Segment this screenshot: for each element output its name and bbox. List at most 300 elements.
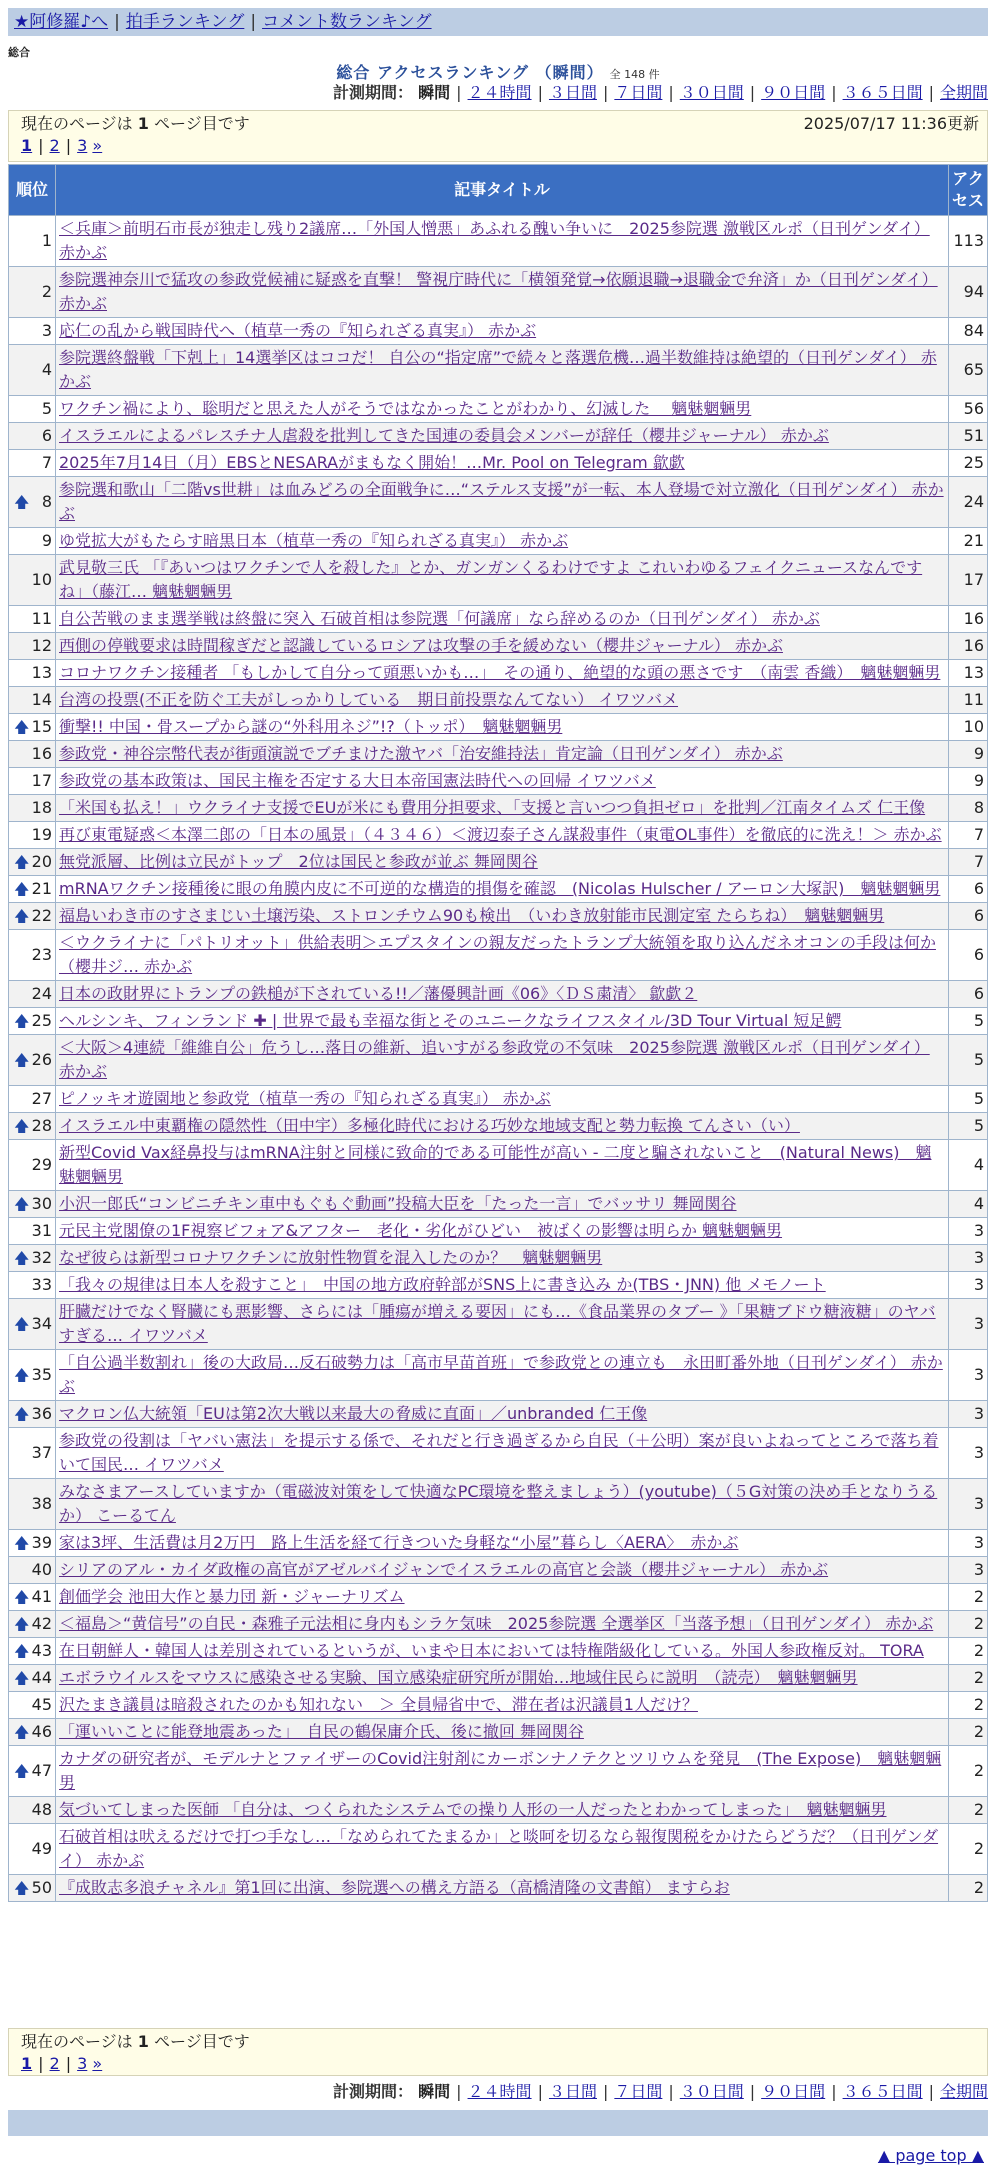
rank-number: 50: [31, 1878, 52, 1897]
rank-number: 40: [31, 1560, 52, 1579]
table-row: [9, 633, 987, 659]
table-row: [9, 1140, 987, 1190]
access-count: 2: [949, 1719, 987, 1745]
access-count: 2: [949, 1584, 987, 1610]
title-cell: [56, 1191, 948, 1217]
access-count: 7: [949, 849, 987, 875]
rank-cell: [9, 849, 55, 875]
pager-page-1[interactable]: 1: [21, 136, 33, 155]
period-current: 瞬間: [418, 2082, 451, 2101]
title-cell: [56, 981, 948, 1007]
rank-cell: [9, 1638, 55, 1664]
rank-number: 31: [31, 1221, 52, 1240]
article-title-link[interactable]: 元民主党閣僚の1F視察ビフォア&アフター 老化・劣化がひどい 被ばくの影響は明らか 魑魅魍魎男: [59, 1221, 783, 1240]
rank-cell: [9, 1719, 55, 1745]
access-count: 3: [949, 1557, 987, 1583]
access-count: 13: [949, 660, 987, 686]
access-count: 2: [949, 1797, 987, 1823]
access-count: 17: [949, 555, 987, 605]
article-title-link[interactable]: 『成敗志多浪チャネル』第1回に出演、参院選への構え方語る（高橋清隆の文書館） ますらお: [59, 1878, 730, 1897]
access-count: 9: [949, 768, 987, 794]
rank-cell: [9, 1245, 55, 1271]
access-count: 2: [949, 1824, 987, 1874]
title-cell: [56, 1350, 948, 1400]
article-title-link[interactable]: みなさまアースしていますか（電磁波対策をして快適なPC環境を整えましょう）(youtube)（５G対策の決め手となりうるか） こーるてん: [59, 1482, 938, 1525]
rank-number: 11: [31, 609, 52, 628]
rank-cell: [9, 606, 55, 632]
rank-cell: [9, 660, 55, 686]
table-row: [9, 318, 987, 344]
article-title-link[interactable]: エボラウイルスをマウスに感染させる実験、国立感染症研究所が開始…地域住民らに説明 （読売） 魑魅魍魎男: [59, 1668, 858, 1687]
rank-cell: [9, 1350, 55, 1400]
article-title-link[interactable]: 「自公過半数割れ」後の大政局…反石破勢力は「高市早苗首班」で参政党との連立も 永田町番外地（日刊ゲンダイ） 赤かぶ: [59, 1353, 943, 1396]
period-link-30d[interactable]: ３０日間: [679, 2082, 744, 2101]
rank-cell: [9, 477, 55, 527]
period-selector-bottom: 計測期間： 瞬間 | ２４時間 | ３日間 | ７日間 | ３０日間 | ９０日間 | ３６５日間 | 全期間: [333, 2082, 988, 2101]
title-cell: [56, 1746, 948, 1796]
rank-number: 14: [31, 690, 52, 709]
title-cell: [56, 1113, 948, 1139]
up-arrow-icon: 🡅: [14, 1615, 30, 1633]
up-arrow-icon: 🡅: [14, 1051, 30, 1069]
title-cell: [56, 1719, 948, 1745]
access-count: 6: [949, 876, 987, 902]
rank-number: 5: [41, 399, 52, 418]
rank-number: 49: [31, 1839, 52, 1858]
table-row: [9, 1191, 987, 1217]
access-count: 6: [949, 981, 987, 1007]
article-title-link[interactable]: カナダの研究者が、モデルナとファイザーのCovid注射剤にカーボンナノテクとツリウムを発見 (The Expose) 魑魅魍魎男: [59, 1749, 942, 1792]
title-cell: [56, 318, 948, 344]
access-count: 3: [949, 1299, 987, 1349]
rank-cell: [9, 1479, 55, 1529]
article-title-link[interactable]: 参政党・神谷宗幣代表が街頭演説でブチまけた激ヤバ「治安維持法」肯定論（日刊ゲンダイ） 赤かぶ: [59, 744, 783, 763]
period-link-24h[interactable]: ２４時間: [467, 2082, 532, 2101]
access-count: 3: [949, 1428, 987, 1478]
access-count: 56: [949, 396, 987, 422]
rank-number: 36: [31, 1404, 52, 1423]
up-arrow-icon: 🡅: [14, 1879, 30, 1897]
rank-cell: [9, 1428, 55, 1478]
period-link-365d[interactable]: ３６５日間: [842, 83, 923, 102]
pager-page-3[interactable]: 3: [77, 2054, 88, 2073]
article-title-link[interactable]: 参院選和歌山「二階vs世耕」は血みどろの全面戦争に…“ステルス支援”が一転、本人登場で対立激化（日刊ゲンダイ） 赤かぶ: [59, 480, 944, 523]
access-count: 3: [949, 1479, 987, 1529]
article-title-link[interactable]: 創価学会 池田大作と暴力団 新・ジャーナリズム: [59, 1587, 405, 1606]
article-title-link[interactable]: 福島いわき市のすさまじい土壌汚染、ストロンチウム90も検出 （いわき放射能市民測定室 たらちね） 魑魅魍魎男: [59, 906, 885, 925]
title-cell: [56, 1824, 948, 1874]
updated-timestamp: 2025/07/17 11:36更新: [803, 114, 979, 133]
period-label: 計測期間：: [333, 83, 414, 102]
article-title-link[interactable]: 参院選終盤戦「下剋上」14選挙区はココだ！ 自公の“指定席”で続々と落選危機…過半数維持は絶望的（日刊ゲンダイ） 赤かぶ: [59, 348, 937, 391]
rank-cell: [9, 1797, 55, 1823]
access-count: 3: [949, 1245, 987, 1271]
table-row: [9, 903, 987, 929]
table-row: [9, 1824, 987, 1874]
nav-link-comment-ranking[interactable]: コメント数ランキング: [262, 12, 432, 32]
rank-number: 35: [31, 1365, 52, 1384]
rank-cell: [9, 876, 55, 902]
page-top-link-wrap: [878, 2146, 984, 2165]
up-arrow-icon: 🡅: [14, 1534, 30, 1552]
article-title-link[interactable]: ヘルシンキ、フィンランド ✚ | 世界で最も幸福な街とそのユニークなライフスタイル/3D Tour Virtual 短足鰐: [59, 1011, 842, 1030]
page-top-link[interactable]: ▲ page top ▲: [877, 2146, 984, 2165]
title-cell: [56, 345, 948, 395]
article-total-count: 全 148 件: [609, 68, 660, 81]
title-cell: [56, 1008, 948, 1034]
access-count: 2: [949, 1746, 987, 1796]
pager-bottom: 1 | 2 | 3 »: [21, 2054, 103, 2073]
access-count: 84: [949, 318, 987, 344]
pager-next[interactable]: »: [92, 2054, 103, 2073]
access-count: 113: [949, 216, 987, 266]
title-cell: [56, 822, 948, 848]
title-cell: [56, 1611, 948, 1637]
article-title-link[interactable]: ＜大阪＞4連続「維維自公」危うし…落日の維新、追いすがる参政党の不気味 2025参院選 激戦区ルポ（日刊ゲンダイ） 赤かぶ: [59, 1038, 930, 1081]
table-row: [9, 1638, 987, 1664]
article-title-link[interactable]: 日本の政財界にトランプの鉄槌が下されている!!／藩優興計画《06》〈ＤＳ粛清〉 歙歔２: [59, 984, 698, 1003]
rank-number: 30: [31, 1194, 52, 1213]
article-title-link[interactable]: 参政党の基本政策は、国民主権を否定する大日本帝国憲法時代への回帰 イワツバメ: [59, 771, 656, 790]
article-title-link[interactable]: 参政党の役割は「ヤバい憲法」を提示する係で、それだと行き過ぎるから自民（＋公明）案が良いよねってところで落ち着いて国民… イワツバメ: [59, 1431, 939, 1474]
table-row: [9, 1479, 987, 1529]
table-row: [9, 1875, 987, 1901]
article-title-link[interactable]: 「運いいことに能登地震あった」 自民の鶴保庸介氏、後に撤回 舞岡関谷: [59, 1722, 584, 1741]
ranking-table-body: [9, 216, 987, 1901]
article-title-link[interactable]: ＜ウクライナに「パトリオット」供給表明＞エプスタインの親友だったトランプ大統領を取り込んだネオコンの手段は何か（櫻井ジ… 赤かぶ: [59, 933, 936, 976]
period-label: 計測期間：: [333, 2082, 414, 2101]
rank-number: 13: [31, 663, 52, 682]
article-title-link[interactable]: 肝臓だけでなく腎臓にも悪影響、さらには「腫瘍が増える要因」にも…《食品業界のタブー 》「果糖ブドウ糖液糖」のヤバすぎる… イワツバメ: [59, 1302, 936, 1345]
access-count: 5: [949, 1008, 987, 1034]
article-title-link[interactable]: 沢たまき議員は暗殺されたのかも知れない ＞ 全員帰省中で、滞在者は沢議員1人だけ？: [59, 1695, 698, 1714]
rank-cell: [9, 345, 55, 395]
access-count: 3: [949, 1218, 987, 1244]
table-row: [9, 450, 987, 476]
article-title-link[interactable]: 在日朝鮮人・韓国人は差別されているというが、いまや日本においては特権階級化している。外国人参政権反対。 TORA: [59, 1641, 924, 1660]
title-cell: [56, 633, 948, 659]
table-row: [9, 981, 987, 1007]
table-row: [9, 1086, 987, 1112]
table-row: [9, 795, 987, 821]
table-row: [9, 1719, 987, 1745]
access-count: 3: [949, 1401, 987, 1427]
article-title-link[interactable]: シリアのアル・カイダ政権の高官がアゼルバイジャンでイスラエルの高官と会談（櫻井ジャーナル） 赤かぶ: [59, 1560, 829, 1579]
article-title-link[interactable]: 再び東電疑惑＜本澤二郎の「日本の風景」（４３４６）＜渡辺泰子さん謀殺事件（東電OL事件）を徹底的に洗え！＞ 赤かぶ: [59, 825, 942, 844]
article-title-link[interactable]: ピノッキオ遊園地と参政党（植草一秀の『知られざる真実』） 赤かぶ: [59, 1089, 551, 1108]
rank-number: 7: [41, 453, 52, 472]
pager-page-1[interactable]: 1: [21, 2054, 33, 2073]
rank-number: 1: [41, 231, 52, 250]
period-link-90d[interactable]: ９０日間: [761, 2082, 826, 2101]
title-cell: [56, 1428, 948, 1478]
rank-number: 8: [41, 492, 52, 511]
nav-link-asyura-home[interactable]: ★阿修羅♪へ: [14, 12, 109, 32]
rank-cell: [9, 1746, 55, 1796]
rank-cell: [9, 741, 55, 767]
table-row: [9, 687, 987, 713]
table-row: [9, 768, 987, 794]
section-label: 総合: [8, 46, 30, 59]
rank-number: 16: [31, 744, 52, 763]
rank-number: 23: [31, 945, 52, 964]
rank-number: 27: [31, 1089, 52, 1108]
rank-number: 25: [31, 1011, 52, 1030]
up-arrow-icon: 🡅: [14, 1642, 30, 1660]
article-title-link[interactable]: 石破首相は吠えるだけで打つ手なし…「なめられてたまるか」と啖呵を切るなら報復関税をかけたらどうだ？（日刊ゲンダイ） 赤かぶ: [59, 1827, 939, 1870]
table-row: [9, 1350, 987, 1400]
title-cell: [56, 930, 948, 980]
article-title-link[interactable]: 「米国も払え！」ウクライナ支援でEUが米にも費用分担要求、「支援と言いつつ負担ゼロ」を批判／江南タイムズ 仁王像: [59, 798, 926, 817]
title-cell: [56, 555, 948, 605]
rank-number: 9: [41, 531, 52, 550]
article-title-link[interactable]: イスラエル中東覇権の隠然性（田中宇）多極化時代における巧妙な地域支配と勢力転換 てんさい（い）: [59, 1116, 800, 1135]
title-cell: [56, 1479, 948, 1529]
rank-cell: [9, 216, 55, 266]
article-title-link[interactable]: 小沢一郎氏“コンビニチキン車中もぐもぐ動画”投稿大臣を「たった一言」でバッサリ 舞岡関谷: [59, 1194, 737, 1213]
access-count: 4: [949, 1191, 987, 1217]
title-cell: [56, 1272, 948, 1298]
access-count: 21: [949, 528, 987, 554]
article-title-link[interactable]: 台湾の投票(不正を防ぐ工夫がしっかりしている 期日前投票なんてない） イワツバメ: [59, 690, 679, 709]
rank-number: 29: [31, 1155, 52, 1174]
rank-cell: [9, 1692, 55, 1718]
access-count: 4: [949, 1140, 987, 1190]
article-title-link[interactable]: ワクチン禍により、聡明だと思えた人がそうではなかったことがわかり、幻滅した 魑魅魍魎男: [59, 399, 752, 418]
rank-cell: [9, 450, 55, 476]
rank-cell: [9, 903, 55, 929]
access-count: 2: [949, 1875, 987, 1901]
title-cell: [56, 1875, 948, 1901]
title-cell: [56, 423, 948, 449]
article-title-link[interactable]: 2025年7月14日（月）EBSとNESARAがまもなく開始！…Mr. Pool on Telegram 歙歔: [59, 453, 685, 472]
rank-number: 47: [31, 1761, 52, 1780]
article-title-link[interactable]: 新型Covid Vax経鼻投与はmRNA注射と同様に致命的である可能性が高い - 二度と騙されないこと (Natural News) 魑魅魍魎男: [59, 1143, 932, 1186]
access-count: 16: [949, 633, 987, 659]
rank-number: 32: [31, 1248, 52, 1267]
rank-number: 37: [31, 1443, 52, 1462]
title-cell: [56, 1530, 948, 1556]
title-cell: [56, 768, 948, 794]
rank-number: 10: [31, 570, 52, 589]
article-title-link[interactable]: ＜福島＞“黄信号”の自民・森雅子元法相に身内もシラケ気味 2025参院選 全選挙区「当落予想」（日刊ゲンダイ） 赤かぶ: [59, 1614, 934, 1633]
rank-number: 4: [41, 360, 52, 379]
article-title-link[interactable]: 無党派層、比例は立民がトップ 2位は国民と参政が並ぶ 舞岡関谷: [59, 852, 538, 871]
access-count: 16: [949, 606, 987, 632]
rank-number: 44: [31, 1668, 52, 1687]
rank-number: 42: [31, 1614, 52, 1633]
page-status-text: 現在のページは 1 ページ目です: [21, 2032, 250, 2051]
table-row: [9, 555, 987, 605]
table-row: [9, 1245, 987, 1271]
article-title-link[interactable]: 自公苦戦のまま選挙戦は終盤に突入 石破首相は参院選「何議席」なら辞めるのか（日刊ゲンダイ） 赤かぶ: [59, 609, 820, 628]
rank-number: 24: [31, 984, 52, 1003]
up-arrow-icon: 🡅: [14, 907, 30, 925]
access-count: 2: [949, 1665, 987, 1691]
rank-cell: [9, 528, 55, 554]
title-cell: [56, 660, 948, 686]
rank-cell: [9, 318, 55, 344]
up-arrow-icon: 🡅: [14, 1669, 30, 1687]
article-title-link[interactable]: mRNAワクチン接種後に眼の角膜内皮に不可逆的な構造的損傷を確認 (Nicolas Hulscher / アーロン大塚訳) 魑魅魍魎男: [59, 879, 941, 898]
rank-cell: [9, 714, 55, 740]
rank-cell: [9, 267, 55, 317]
article-title-link[interactable]: 応仁の乱から戦国時代へ（植草一秀の『知られざる真実』） 赤かぶ: [59, 321, 537, 340]
table-row: [9, 1746, 987, 1796]
rank-number: 17: [31, 771, 52, 790]
title-cell: [56, 1557, 948, 1583]
article-title-link[interactable]: コロナワクチン接種者 「もしかして自分って頭悪いかも…」 その通り、絶望的な頭の悪さです （南雲 香織） 魑魅魍魎男: [59, 663, 941, 682]
article-title-link[interactable]: 衝撃!! 中国・骨スープから謎の“外科用ネジ”!?（トッポ） 魑魅魍魎男: [59, 717, 563, 736]
nav-link-clap-ranking[interactable]: 拍手ランキング: [125, 12, 245, 32]
table-row: [9, 714, 987, 740]
page-title: [0, 60, 996, 83]
rank-cell: [9, 1401, 55, 1427]
title-cell: [56, 795, 948, 821]
rank-number: 21: [31, 879, 52, 898]
access-count: 2: [949, 1638, 987, 1664]
table-row: [9, 1692, 987, 1718]
rank-number: 38: [31, 1494, 52, 1513]
pager-page-3[interactable]: 3: [77, 136, 88, 155]
rank-cell: [9, 1218, 55, 1244]
period-link-all[interactable]: 全期間: [939, 83, 988, 102]
article-title-link[interactable]: 「我々の規律は日本人を殺すこと」 中国の地方政府幹部がSNS上に書き込み か(TBS・JNN) 他 メモノート: [59, 1275, 826, 1294]
access-count: 5: [949, 1113, 987, 1139]
access-count: 7: [949, 822, 987, 848]
table-row: [9, 849, 987, 875]
header-access: アクセス: [949, 165, 987, 215]
article-title-link[interactable]: 西側の停戦要求は時間稼ぎだと認識しているロシアは攻撃の手を緩めない（櫻井ジャーナル） 赤かぶ: [59, 636, 783, 655]
title-cell: [56, 1218, 948, 1244]
access-count: 65: [949, 345, 987, 395]
table-row: [9, 216, 987, 266]
title-cell: [56, 528, 948, 554]
table-row: [9, 606, 987, 632]
up-arrow-icon: 🡅: [14, 718, 30, 736]
pager-next[interactable]: »: [92, 136, 103, 155]
rank-cell: [9, 795, 55, 821]
rank-cell: [9, 1875, 55, 1901]
article-title-link[interactable]: ゆ党拡大がもたらす暗黒日本（植草一秀の『知られざる真実』） 赤かぶ: [59, 531, 569, 550]
period-link-3d[interactable]: ３日間: [548, 2082, 597, 2101]
title-cell: [56, 741, 948, 767]
rank-cell: [9, 633, 55, 659]
table-row: [9, 345, 987, 395]
rank-cell: [9, 1035, 55, 1085]
access-count: 5: [949, 1035, 987, 1085]
up-arrow-icon: 🡅: [14, 1588, 30, 1606]
up-arrow-icon: 🡅: [14, 1195, 30, 1213]
up-arrow-icon: 🡅: [14, 1249, 30, 1267]
rank-cell: [9, 1299, 55, 1349]
table-row: [9, 477, 987, 527]
rank-number: 33: [31, 1275, 52, 1294]
access-count: 6: [949, 930, 987, 980]
article-title-link[interactable]: マクロン仏大統領「EUは第2次大戦以来最大の脅威に直面」／unbranded 仁王像: [59, 1404, 648, 1423]
table-row: [9, 1299, 987, 1349]
title-cell: [56, 1035, 948, 1085]
rank-cell: [9, 1140, 55, 1190]
rank-number: 41: [31, 1587, 52, 1606]
period-link-365d[interactable]: ３６５日間: [842, 2082, 923, 2101]
table-row: [9, 1113, 987, 1139]
period-current: 瞬間: [418, 83, 451, 102]
article-title-link[interactable]: 武見敬三氏 「『あいつはワクチンで人を殺した』とか、ガンガンくるわけですよ これいわゆるフェイクニュースなんですね」（藤江… 魑魅魍魎男: [59, 558, 923, 601]
rank-cell: [9, 423, 55, 449]
rank-number: 46: [31, 1722, 52, 1741]
rank-number: 19: [31, 825, 52, 844]
rank-number: 15: [31, 717, 52, 736]
table-row: [9, 1557, 987, 1583]
table-row: [9, 1797, 987, 1823]
rank-number: 18: [31, 798, 52, 817]
access-count: 8: [949, 795, 987, 821]
title-cell: [56, 903, 948, 929]
rank-number: 45: [31, 1695, 52, 1714]
nav-separator: |: [250, 12, 257, 32]
pager-page-2[interactable]: 2: [49, 2054, 60, 2073]
period-link-3d[interactable]: ３日間: [548, 83, 597, 102]
access-count: 51: [949, 423, 987, 449]
page-title-text: 総合 アクセスランキング （瞬間）: [336, 63, 604, 82]
top-nav-bar: [8, 8, 988, 36]
period-link-90d[interactable]: ９０日間: [761, 83, 826, 102]
rank-number: 2: [41, 282, 52, 301]
period-link-all[interactable]: 全期間: [939, 2082, 988, 2101]
title-cell: [56, 216, 948, 266]
rank-number: 22: [31, 906, 52, 925]
rank-cell: [9, 981, 55, 1007]
access-count: 94: [949, 267, 987, 317]
article-title-link[interactable]: ＜兵庫＞前明石市長が独走し残り2議席…「外国人憎悪」あふれる醜い争いに 2025参院選 激戦区ルポ（日刊ゲンダイ） 赤かぶ: [59, 219, 930, 262]
period-link-30d[interactable]: ３０日間: [679, 83, 744, 102]
article-title-link[interactable]: 家は3坪、生活費は月2万円 路上生活を経て行きついた身軽な“小屋”暮らし〈AERA〉 赤かぶ: [59, 1533, 739, 1552]
pager-top: 1 | 2 | 3 »: [21, 136, 103, 155]
rank-cell: [9, 1584, 55, 1610]
rank-number: 6: [41, 426, 52, 445]
up-arrow-icon: 🡅: [14, 1723, 30, 1741]
title-cell: [56, 687, 948, 713]
rank-number: 34: [31, 1314, 52, 1333]
access-count: 11: [949, 687, 987, 713]
title-cell: [56, 1086, 948, 1112]
period-link-7d[interactable]: ７日間: [614, 83, 663, 102]
article-title-link[interactable]: 参院選神奈川で猛攻の参政党候補に疑惑を直撃！ 警視庁時代に「横領発覚→依願退職→退職金で弁済」か（日刊ゲンダイ） 赤かぶ: [59, 270, 938, 313]
title-cell: [56, 1401, 948, 1427]
access-count: 3: [949, 1350, 987, 1400]
header-rank: 順位: [9, 165, 55, 215]
table-row: [9, 1401, 987, 1427]
article-title-link[interactable]: イスラエルによるパレスチナ人虐殺を批判してきた国連の委員会メンバーが辞任（櫻井ジャーナル） 赤かぶ: [59, 426, 829, 445]
title-cell: [56, 477, 948, 527]
rank-number: 20: [31, 852, 52, 871]
table-row: [9, 528, 987, 554]
access-count: 10: [949, 714, 987, 740]
table-row: [9, 930, 987, 980]
pager-page-2[interactable]: 2: [49, 136, 60, 155]
period-link-24h[interactable]: ２４時間: [467, 83, 532, 102]
rank-cell: [9, 396, 55, 422]
article-title-link[interactable]: なぜ彼らは新型コロナワクチンに放射性物質を混入したのか？ 魑魅魍魎男: [59, 1248, 603, 1267]
article-title-link[interactable]: 気づいてしまった医師 「自分は、つくられたシステムでの操り人形の一人だったとわかってしまった」 魑魅魍魎男: [59, 1800, 887, 1819]
access-count: 3: [949, 1272, 987, 1298]
up-arrow-icon: 🡅: [14, 1012, 30, 1030]
table-row: [9, 660, 987, 686]
title-cell: [56, 396, 948, 422]
period-link-7d[interactable]: ７日間: [614, 2082, 663, 2101]
rank-cell: [9, 1824, 55, 1874]
